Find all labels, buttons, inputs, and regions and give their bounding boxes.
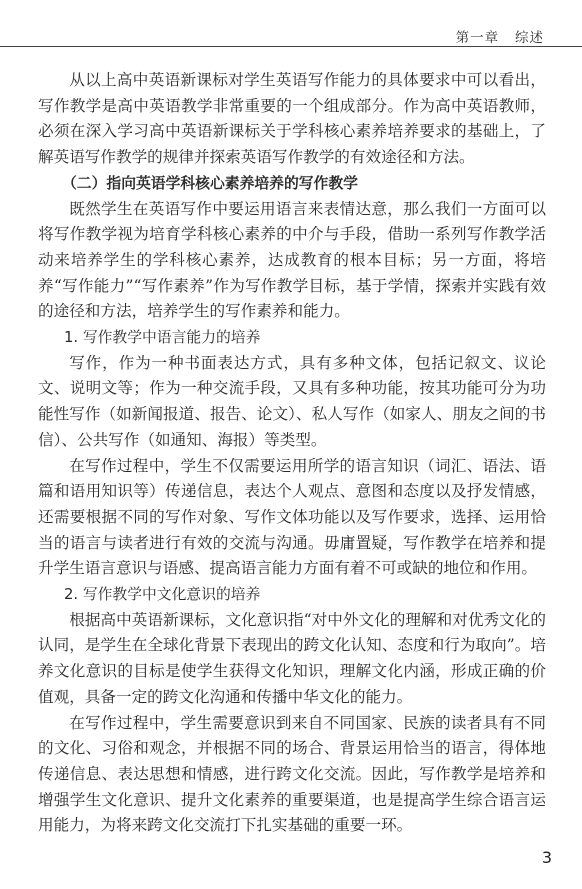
paragraph-4: 在写作过程中，学生不仅需要运用所学的语言知识（词汇、语法、语篇和语用知识等）传递信息，表达个人观点、意图和态度以及抒发情感，还需要根据不同的写作对象、写作文体功能以及写作要求，选择、运用恰当的语言与读者进行有效的交流与沟通。毋庸置疑，写作教学在培养和提升学生语言意识与语感、提高语言能力方面有着不可或缺的地位和作用。 — [38, 456, 546, 578]
header-rule — [0, 46, 582, 47]
paragraph-1: 从以上高中英语新课标对学生英语写作能力的具体要求中可以看出，写作教学是高中英语教学非常重要的一个组成部分。作为高中英语教师，必须在深入学习高中英语新课标关于学科核心素养培养要求的基础上，了解英语写作教学的规律并探索英语写作教学的有效途径和方法。 — [38, 71, 546, 167]
paragraph-3: 写作，作为一种书面表达方式，具有多种文体，包括记叙文、议论文、说明文等；作为一种交流手段，又具有多种功能，按其功能可分为功能性写作（如新闻报道、报告、论文）、私人写作（如家人、朋友之间的书信）、公共写作（如通知、海报）等类型。 — [38, 353, 546, 449]
section-heading-2: （二）指向英语学科核心素养培养的写作教学 — [62, 174, 358, 192]
page-number: 3 — [541, 848, 552, 867]
paragraph-6: 在写作过程中，学生需要意识到来自不同国家、民族的读者具有不同的文化、习俗和观念，并根据不同的场合、背景运用恰当的语言，得体地传递信息、表达思想和情感，进行跨文化交流。因此，写作教学是培养和增强学生文化意识、提升文化素养的重要渠道，也是提高学生综合语言运用能力，为将来跨文化交流打下扎实基础的重要一环。 — [38, 713, 546, 835]
paragraph-5: 根据高中英语新课标，文化意识指“对中外文化的理解和对优秀文化的认同，是学生在全球化背景下表现出的跨文化认知、态度和行为取向”。培养文化意识的目标是使学生获得文化知识，理解文化内涵，形成正确的价值观，具备一定的跨文化沟通和传播中华文化的能力。 — [38, 610, 546, 706]
chapter-title: 第一章 综述 — [455, 30, 544, 46]
subheading-1: 1. 写作教学中语言能力的培养 — [64, 329, 261, 347]
paragraph-2: 既然学生在英语写作中要运用语言来表情达意，那么我们一方面可以将写作教学视为培育学科核心素养的中介与手段，借助一系列写作教学活动来培养学生的学科核心素养，达成教育的根本目标；另一方面，将培养“写作能力”“写作素养”作为写作教学目标，基于学情，探索并实践有效的途径和方法，培养学生的写作素养和能力。 — [38, 199, 546, 321]
running-header — [0, 0, 582, 47]
page-body — [38, 68, 546, 839]
subheading-2: 2. 写作教学中文化意识的培养 — [64, 586, 261, 604]
